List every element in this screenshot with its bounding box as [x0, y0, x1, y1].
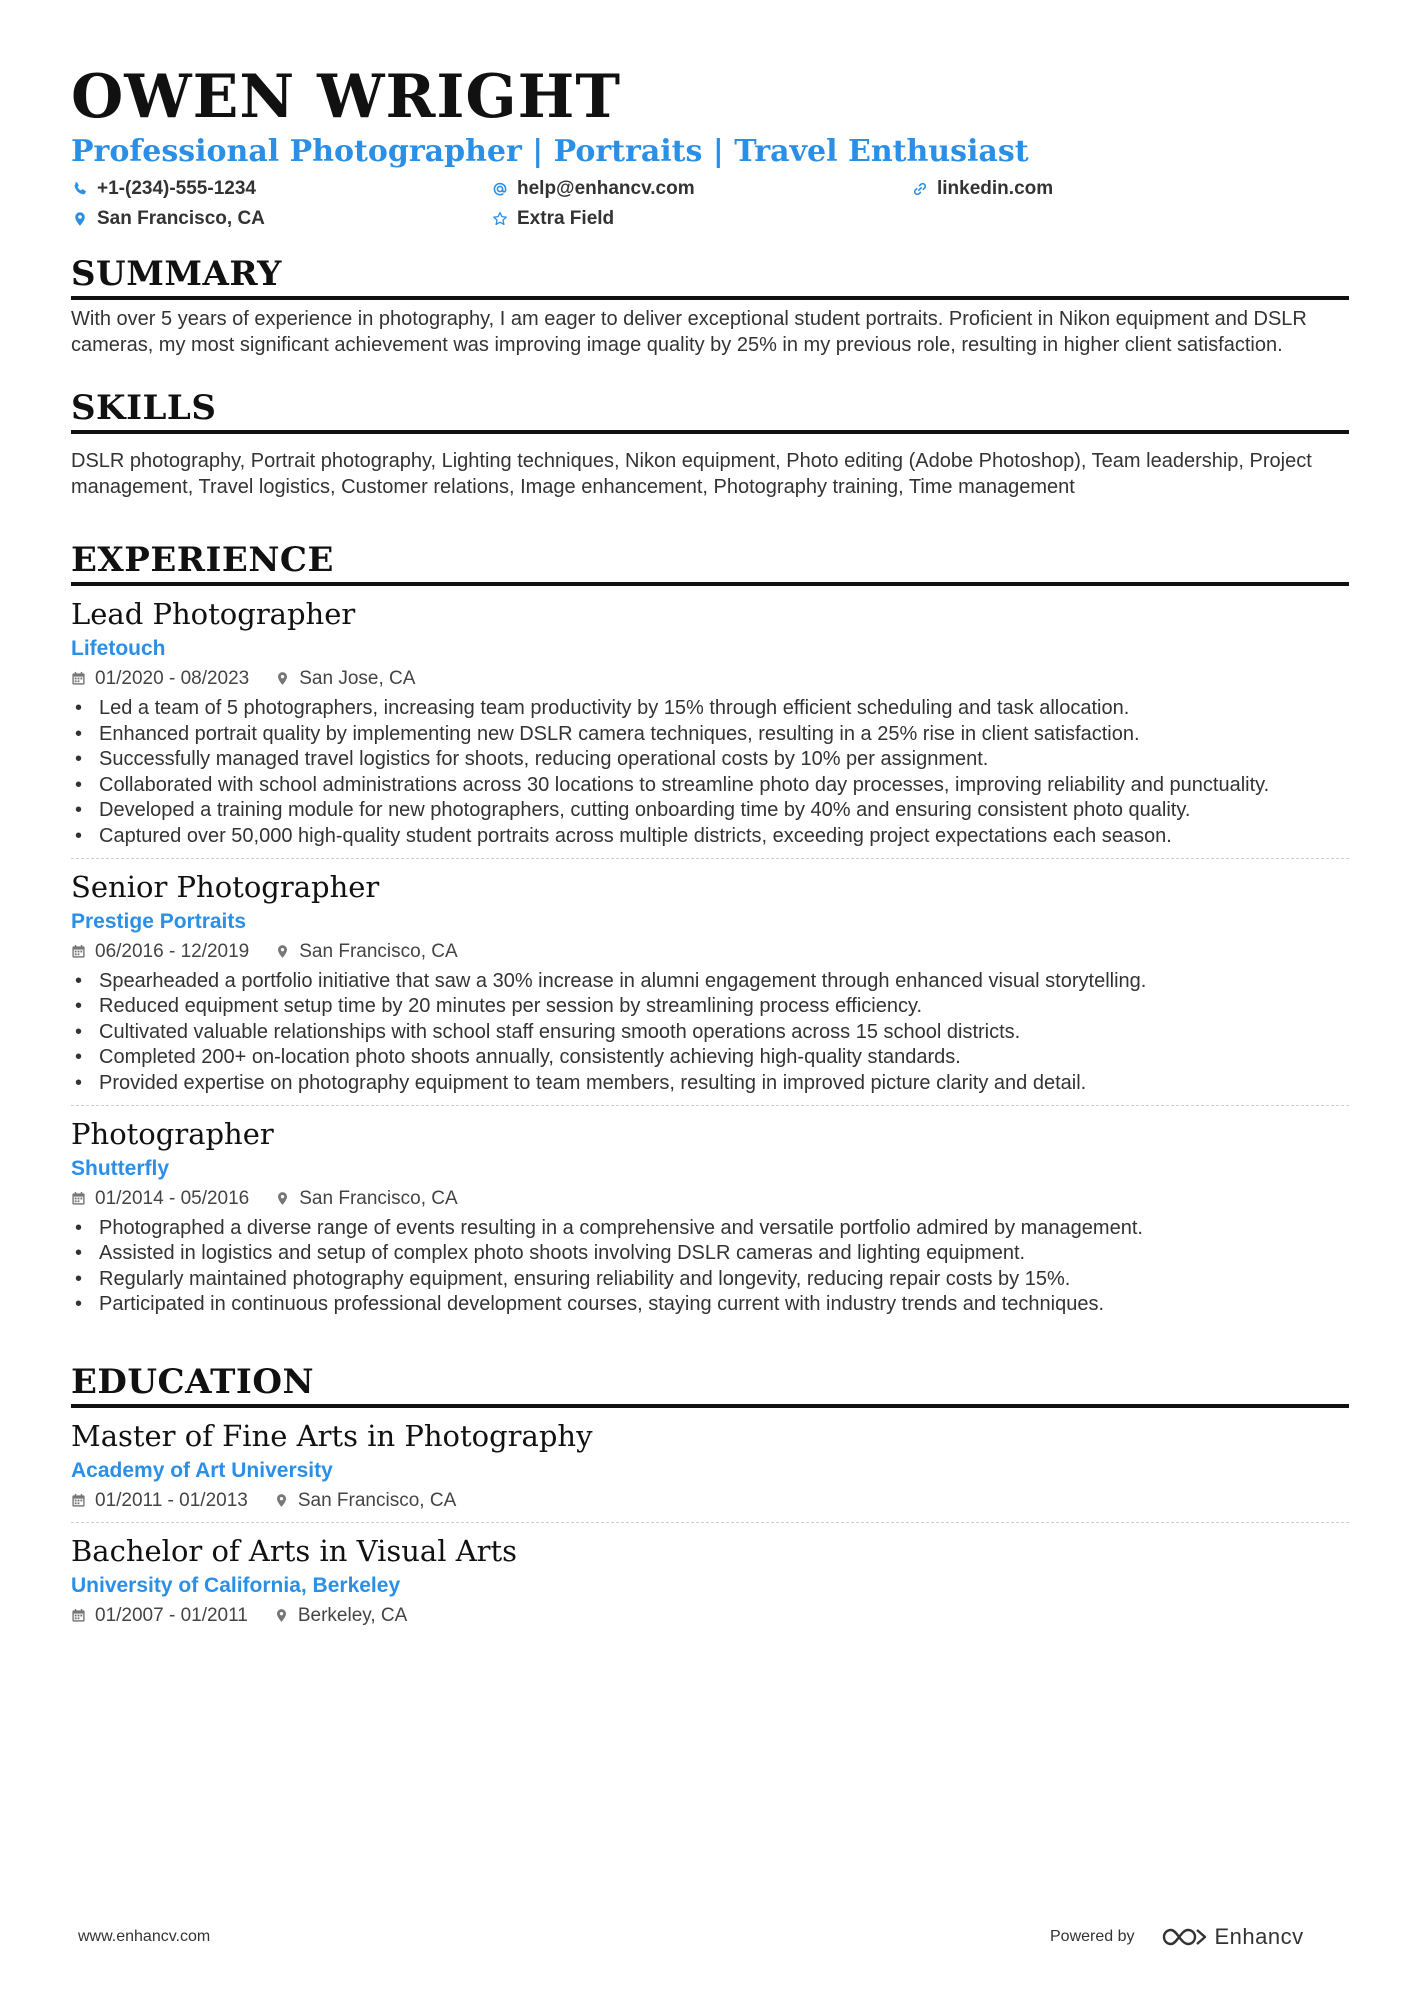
candidate-name: OWEN WRIGHT: [71, 62, 622, 132]
calendar-icon: [71, 671, 87, 687]
skills-text: DSLR photography, Portrait photography, Lighting techniques, Nikon equipment, Photo editing (Adobe Photoshop), Team leadership, Project management, Travel logistics, Customer relations, Image enhancement, Photography training, Time management: [71, 450, 1312, 498]
resume-header: [71, 62, 1349, 232]
job-bullet: • Captured over 50,000 high-quality student portraits across multiple districts, exceeding project expectations each season.: [71, 824, 1349, 850]
location-text: San Francisco, CA: [97, 208, 265, 229]
experience-title: EXPERIENCE: [71, 540, 1349, 586]
experience-entry: [71, 1106, 1349, 1326]
education-title: EDUCATION: [71, 1362, 1349, 1408]
education-entry: [71, 1523, 1349, 1637]
summary-title: SUMMARY: [71, 254, 1349, 300]
location-pin-icon: [274, 1493, 290, 1509]
contact-linkedin[interactable]: [911, 176, 1331, 202]
location-pin-icon: [71, 210, 89, 228]
contact-location: [71, 206, 491, 232]
powered-by-text: Powered by: [1050, 1928, 1135, 1945]
location-pin-icon: [275, 1191, 291, 1207]
phone-icon: [71, 180, 89, 198]
job-title: Photographer: [71, 1116, 274, 1151]
entry-meta: [71, 939, 1349, 965]
job-bullet: • Developed a training module for new photographers, cutting onboarding time by 40% and ensuring consistent photo quality.: [71, 798, 1349, 824]
job-bullets: [71, 1216, 1349, 1318]
job-bullet: • Regularly maintained photography equipment, ensuring reliability and longevity, reducing repair costs by 15%.: [71, 1267, 1349, 1293]
experience-entry: [71, 586, 1349, 859]
job-bullet: • Participated in continuous professional development courses, staying current with industry trends and techniques.: [71, 1292, 1349, 1318]
job-bullet: • Reduced equipment setup time by 20 minutes per session by streamlining process efficiency.: [71, 994, 1349, 1020]
job-bullet: • Cultivated valuable relationships with school staff ensuring smooth operations across 15 school districts.: [71, 1020, 1349, 1046]
degree-title: Master of Fine Arts in Photography: [71, 1418, 593, 1453]
company-name[interactable]: Prestige Portraits: [71, 909, 247, 933]
skills-section: [71, 388, 1349, 500]
job-bullet: • Enhanced portrait quality by implementing new DSLR camera techniques, resulting in a 25% rise in client satisfaction.: [71, 722, 1349, 748]
job-title: Senior Photographer: [71, 869, 380, 904]
job-title: Lead Photographer: [71, 597, 356, 631]
education-list: [71, 1408, 1349, 1637]
job-bullet: • Led a team of 5 photographers, increasing team productivity by 15% through efficient scheduling and task allocation.: [71, 696, 1349, 722]
entry-location: Berkeley, CA: [297, 1604, 408, 1626]
at-icon: [491, 180, 509, 198]
footer-website[interactable]: www.enhancv.com: [78, 1928, 211, 1945]
education-entry: [71, 1408, 1349, 1523]
entry-meta: [71, 666, 1349, 692]
job-bullets: [71, 696, 1349, 850]
job-bullet: • Provided expertise on photography equipment to team members, resulting in improved picture clarity and detail.: [71, 1071, 1349, 1097]
contact-info: [71, 176, 1349, 232]
email-text: help@enhancv.com: [517, 178, 695, 199]
job-bullet: • Collaborated with school administrations across 30 locations to streamline photo day processes, improving reliability and punctuality.: [71, 773, 1349, 799]
location-pin-icon: [275, 944, 291, 960]
summary-section: [71, 254, 1349, 358]
company-name[interactable]: Lifetouch: [71, 637, 166, 660]
job-bullet: • Completed 200+ on-location photo shoots annually, consistently achieving high-quality standards.: [71, 1045, 1349, 1071]
entry-location: San Jose, CA: [299, 668, 416, 689]
job-bullet: • Assisted in logistics and setup of complex photo shoots involving DSLR cameras and lighting equipment.: [71, 1241, 1349, 1267]
job-bullet: • Spearheaded a portfolio initiative that saw a 30% increase in alumni engagement through enhanced visual storytelling.: [71, 969, 1349, 995]
entry-meta: [71, 1488, 1349, 1514]
summary-text: With over 5 years of experience in photography, I am eager to deliver exceptional student portraits. Proficient in Nikon equipment and DSLR cameras, my most significant achievement was improving image quality by 25% in my previous role, resulting in higher client satisfaction.: [71, 308, 1307, 356]
entry-meta: [71, 1603, 1349, 1629]
experience-section: [71, 540, 1349, 1326]
degree-title: Bachelor of Arts in Visual Arts: [71, 1533, 518, 1568]
extra-field-text: Extra Field: [517, 208, 615, 229]
candidate-headline: Professional Photographer | Portraits | Travel Enthusiast: [71, 134, 1029, 169]
experience-list: [71, 586, 1349, 1326]
entry-dates: 01/2014 - 05/2016: [95, 1187, 250, 1209]
entry-location: San Francisco, CA: [299, 1187, 458, 1209]
entry-meta: [71, 1186, 1349, 1212]
contact-email[interactable]: [491, 176, 911, 202]
calendar-icon: [71, 1191, 87, 1207]
contact-phone[interactable]: [71, 176, 491, 202]
school-name[interactable]: University of California, Berkeley: [71, 1573, 401, 1597]
education-section: [71, 1362, 1349, 1637]
star-icon: [491, 210, 509, 228]
school-name[interactable]: Academy of Art University: [71, 1458, 333, 1482]
calendar-icon: [71, 1493, 87, 1509]
enhancv-brand-text: Enhancv: [1214, 1924, 1304, 1949]
location-pin-icon: [275, 671, 291, 687]
contact-extra: [491, 206, 911, 232]
link-icon: [911, 180, 929, 198]
linkedin-text: linkedin.com: [937, 178, 1054, 199]
calendar-icon: [71, 944, 87, 960]
resume-page: [71, 62, 1349, 1637]
entry-dates: 06/2016 - 12/2019: [95, 940, 250, 962]
skills-title: SKILLS: [71, 388, 1349, 434]
location-pin-icon: [274, 1608, 290, 1624]
company-name[interactable]: Shutterfly: [71, 1156, 170, 1180]
enhancv-logo[interactable]: [1161, 1924, 1304, 1950]
phone-text: +1-(234)-555-1234: [97, 178, 256, 199]
job-bullets: [71, 969, 1349, 1097]
job-bullet: • Successfully managed travel logistics for shoots, reducing operational costs by 10% per assignment.: [71, 747, 1349, 773]
entry-location: San Francisco, CA: [297, 1489, 457, 1511]
experience-entry: [71, 859, 1349, 1106]
calendar-icon: [71, 1608, 87, 1624]
entry-dates: 01/2007 - 01/2011: [95, 1604, 248, 1626]
job-bullet: • Photographed a diverse range of events resulting in a comprehensive and versatile portfolio admired by management.: [71, 1216, 1349, 1242]
entry-dates: 01/2011 - 01/2013: [95, 1489, 248, 1511]
entry-location: San Francisco, CA: [299, 940, 458, 962]
footer-powered: [1050, 1917, 1304, 1957]
enhancv-logo-icon: [1161, 1925, 1207, 1949]
entry-dates: 01/2020 - 08/2023: [95, 668, 250, 689]
